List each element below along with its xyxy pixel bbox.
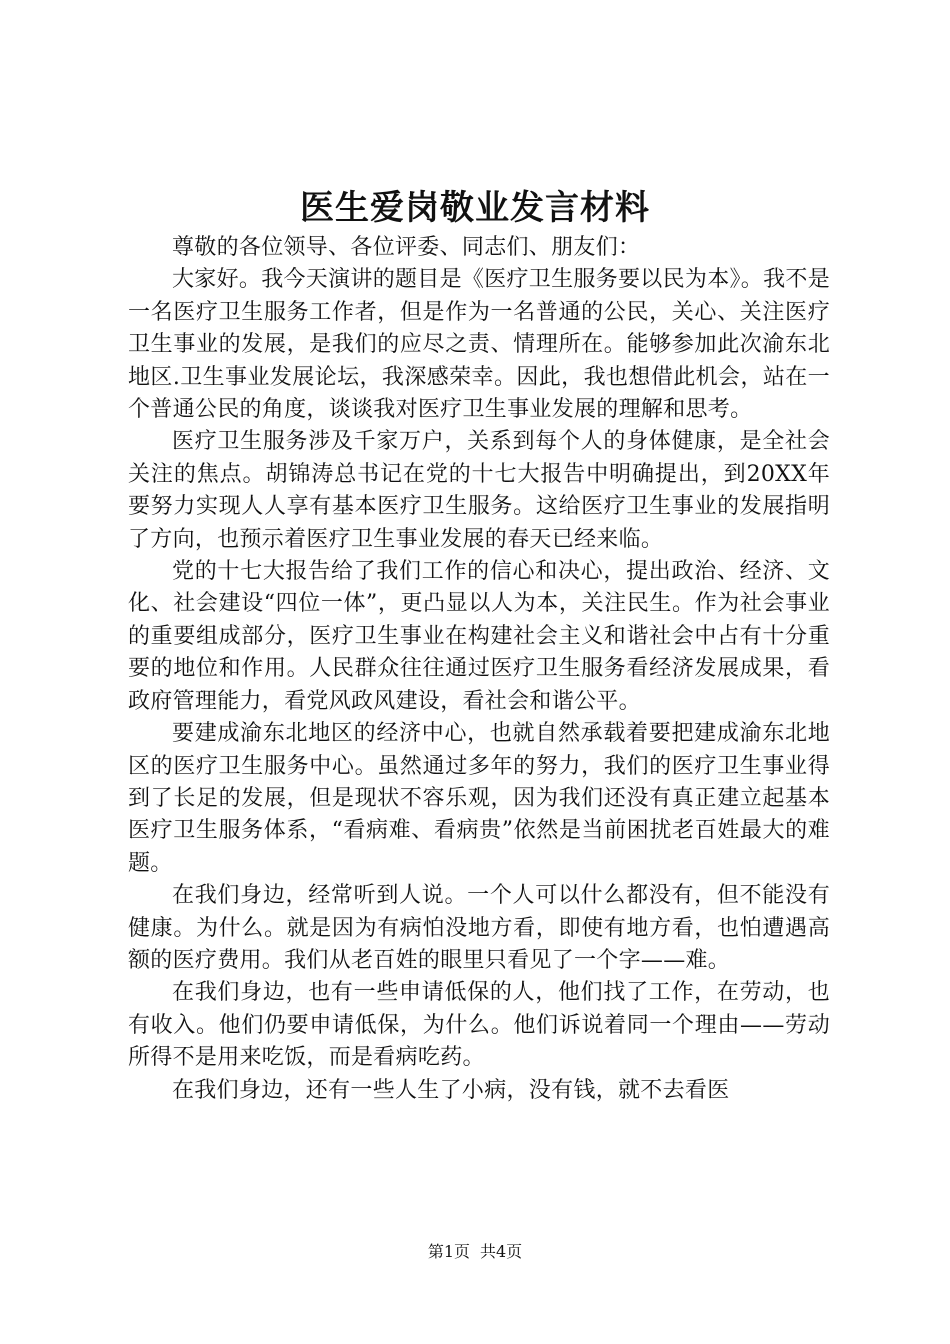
document-body: [128, 232, 830, 1107]
paragraph-1: 大家好。我今天演讲的题目是《医疗卫生服务要以民为本》。我不是一名医疗卫生服务工作者，但是作为一名普通的公民，关心、关注医疗卫生事业的发展，是我们的应尽之责、情理所在。能够参加此次渝东北地区.卫生事业发展论坛，我深感荣幸。因此，我也想借此机会，站在一个普通公民的角度，谈谈我对医疗卫生事业发展的理解和思考。: [128, 267, 831, 423]
paragraph-2: 医疗卫生服务涉及千家万户，关系到每个人的身体健康，是全社会关注的焦点。胡锦涛总书记在党的十七大报告中明确提出，到20XX年要努力实现人人享有基本医疗卫生服务。这给医疗卫生事业的发展指明了方向，也预示着医疗卫生事业发展的春天已经来临。: [128, 429, 830, 552]
document-title: 医生爱岗敬业发言材料: [300, 188, 650, 228]
salutation: 尊敬的各位领导、各位评委、同志们、朋友们：: [172, 235, 641, 260]
page-number: 第1页: [427, 1242, 470, 1261]
paragraph-4: 要建成渝东北地区的经济中心，也就自然承载着要把建成渝东北地区的医疗卫生服务中心。虽然通过多年的努力，我们的医疗卫生事业得到了长足的发展，但是现状不容乐观，因为我们还没有真正建立起基本医疗卫生服务体系，“看病难、看病贵”依然是当前困扰老百姓最大的难题。: [128, 721, 830, 876]
page-footer: [0, 1242, 950, 1262]
page-total: 共4页: [480, 1242, 523, 1261]
paragraph-6: 在我们身边，也有一些申请低保的人，他们找了工作，在劳动，也有收入。他们仍要申请低保，为什么。他们诉说着同一个理由——劳动所得不是用来吃饭，而是看病吃药。: [128, 980, 830, 1071]
paragraph-5: 在我们身边，经常听到人说。一个人可以什么都没有，但不能没有健康。为什么。就是因为有病怕没地方看，即使有地方看，也怕遭遇高额的医疗费用。我们从老百姓的眼里只看见了一个字——难。: [128, 883, 830, 973]
paragraph-7: 在我们身边，还有一些人生了小病，没有钱，就不去看医: [172, 1077, 730, 1103]
paragraph-3: 党的十七大报告给了我们工作的信心和决心，提出政治、经济、文化、社会建设“四位一体”，更凸显以人为本，关注民生。作为社会事业的重要组成部分，医疗卫生事业在构建社会主义和谐社会中占有十分重要的地位和作用。人民群众往往通过医疗卫生服务看经济发展成果，看政府管理能力，看党风政风建设，看社会和谐公平。: [128, 559, 830, 714]
